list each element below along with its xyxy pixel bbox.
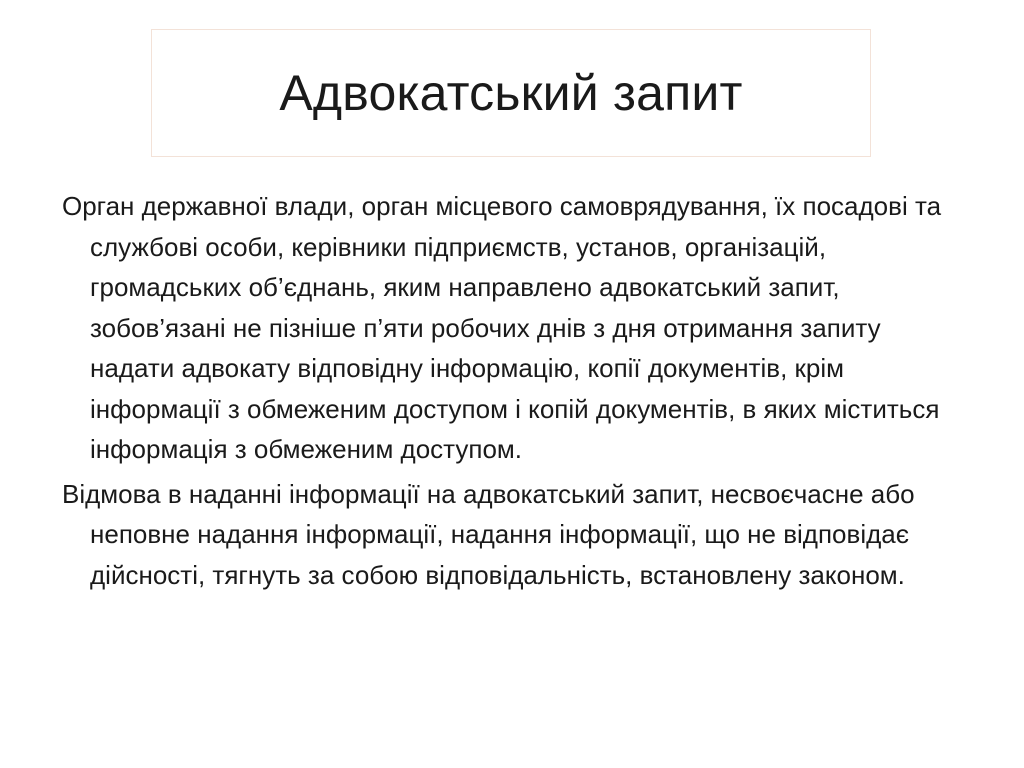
body-paragraph-2: Відмова в наданні інформації на адвокатський запит, несвоєчасне або неповне надання інформації, надання інформації, що не відповідає дійсності, тягнуть за собою відповідальність, встановлену законом. [62,478,915,590]
slide-body [62,186,962,595]
slide-title: Адвокатський запит [279,65,743,121]
body-paragraph-1: Орган державної влади, орган місцевого самоврядування, їх посадові та службові особи, керівники підприємств, установ, організацій, громадських об’єднань, яким направлено адвокатський запит, зобов’язані не пізніше п’яти робочих днів з дня отримання запиту надати адвокату відповідну інформацію, копії документів, крім інформації з обмеженим доступом і копій документів, в яких міститься інформація з обмеженим доступом. [62,191,942,464]
title-placeholder [151,29,871,157]
